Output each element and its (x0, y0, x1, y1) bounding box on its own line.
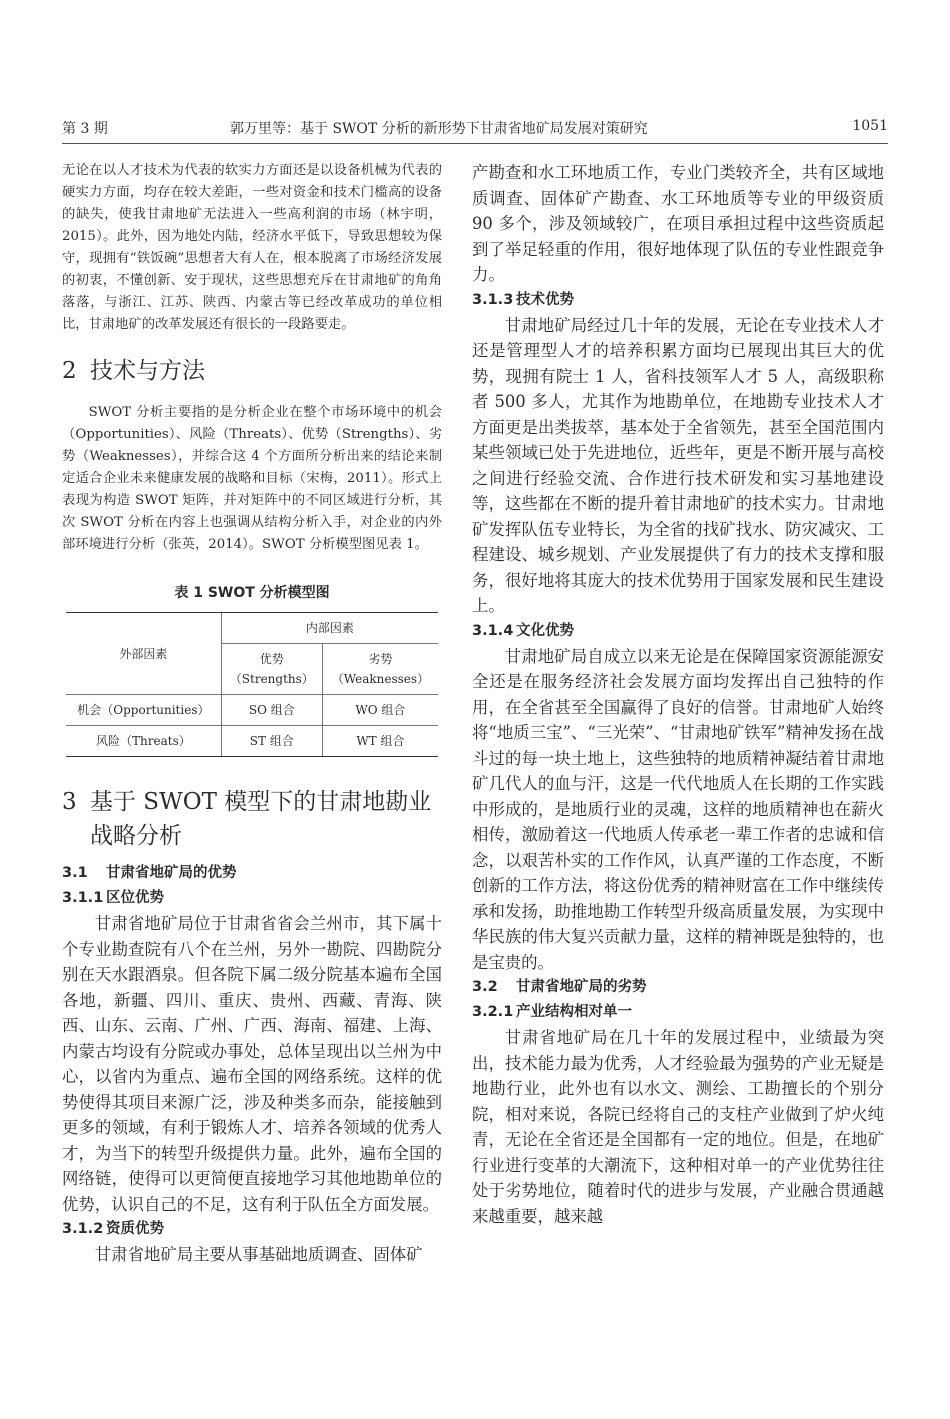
section-title: 基于 SWOT 模型下的甘肃地勘业战略分析 (90, 789, 432, 849)
section-3-2-heading: 3.2 甘肃省地矿局的劣势 (472, 979, 647, 995)
section-3-1-4-paragraph: 甘肃地矿局自成立以来无论是在保障国家资源能源安全还是在服务经济社会发展方面均发挥出自己独特的作用，在全省甚至全国赢得了良好的信誉。甘肃地矿人始终将“地质三宝”、“三光荣”、“甘肃地矿铁军”精神发扬在战斗过的每一块土地上，这些独特的地质精神凝结着甘肃地矿几代人的血与汗，这是一代代地质人在长期的工作实践中形成的，是地质行业的灵魂，这样的地质精神也在薪火相传，激励着这一代地质人传承老一辈工作者的忠诚和信念，以艰苦朴实的工作作风，认真严谨的工作态度，不断创新的工作方法，将这份优秀的精神财富在工作中继续传承和发扬，助推地勘工作转型升级高质量发展，为实现中华民族的伟大复兴贡献力量，这样的精神既是独特的，也是宝贵的。 (472, 646, 884, 972)
section-3-1-heading: 3.1 甘肃省地矿局的优势 (62, 865, 237, 881)
page-number: 1051 (852, 118, 888, 134)
section-3-1-3-heading: 3.1.3 技术优势 (472, 291, 574, 308)
table-header-internal: 内部因素 (221, 613, 438, 644)
table-cell-wt: WT 组合 (322, 726, 438, 757)
header-rule (62, 143, 888, 144)
right-column (472, 160, 884, 1229)
running-title: 郭万里等：基于 SWOT 分析的新形势下甘肃省地矿局发展对策研究 (230, 121, 648, 137)
running-header (62, 112, 888, 142)
section-number: 3 (62, 789, 77, 815)
section-3-heading (62, 785, 442, 853)
swot-table (66, 612, 438, 757)
section-3-2-1-heading: 3.2.1 产业结构相对单一 (472, 1004, 632, 1020)
section-2-paragraph: SWOT 分析主要指的是分析企业在整个市场环境中的机会（Opportunities）、风险（Threats）、优势（Strengths）、劣势（Weaknesses），并综合这 4 个方面所分析出来的结论来制定适合企业未来健康发展的战略和目标（宋梅，2011）。形式上表现为构造 SWOT 矩阵，并对矩阵中的不同区域进行分析，其次 SWOT 分析在内容上也强调从结构分析入手，对企业的内外部环境进行分析（张英，2014）。SWOT 分析模型图见表 1。 (62, 405, 442, 552)
section-3-2-1-paragraph: 甘肃省地矿局在几十年的发展过程中，业绩最为突出，技术能力最为优秀，人才经验最为强势的产业无疑是地勘行业，此外也有以水文、测绘、工勘擅长的个别分院，相对来说，各院已经将自己的支柱产业做到了炉火纯青，无论在全省还是全国都有一定的地位。但是，在地矿行业进行变革的大潮流下，这种相对单一的产业优势往往处于劣势地位，随着时代的进步与发展，产业融合贯通越来越重要，越来越 (472, 1028, 884, 1226)
table-row-opportunities-label: 机会（Opportunities） (66, 695, 221, 726)
section-3-1-3-paragraph: 甘肃地矿局经过几十年的发展，无论在专业技术人才还是管理型人才的培养积累方面均已展现出其巨大的优势，现拥有院士 1 人，省科技领军人才 5 人，高级职称者 500 多人，尤其作为地勘单位，在地勘专业技术人才方面更是出类拔萃，基本处于全省领先，甚至全国范围内某些领域已处于先进地位，近些年，更是不断开展与高校之间进行经验交流、合作进行技术研发和实习基地建设等，这些都在不断的提升着甘肃地矿的技术实力。甘肃地矿发挥队伍专业特长，为全省的找矿找水、防灾减灾、工程建设、城乡规划、产业发展提供了有力的技术支撑和服务，很好地将其庞大的技术优势用于国家发展和民生建设上。 (472, 315, 884, 615)
table-cell-wo: WO 组合 (322, 695, 438, 726)
section-title: 技术与方法 (90, 358, 205, 384)
intro-paragraph: 无论在以人才技术为代表的软实力方面还是以设备机械为代表的硬实力方面，均存在较大差距，一些对资金和技术门槛高的设备的缺失，使我甘肃地矿无法进入一些高利润的市场（林宇明，2015）。此外，因为地处内陆，经济水平低下，导致思想较为保守，现拥有“铁饭碗”思想者大有人在，根本脱离了市场经济发展的初衷，不懂创新、安于现状，这些思想充斥在甘肃地矿的角角落落，与浙江、江苏、陕西、内蒙古等已经改革成功的单位相比，甘肃地矿的改革发展还有很长的一段路要走。 (62, 163, 442, 332)
table-cell-st: ST 组合 (221, 726, 322, 757)
section-3-1-4-heading: 3.1.4 文化优势 (472, 622, 574, 639)
section-3-1-1-paragraph: 甘肃省地矿局位于甘肃省省会兰州市，其下属十个专业勘查院有八个在兰州，另外一勘院、四勘院分别在天水跟酒泉。但各院下属二级分院基本遍布全国各地，新疆、四川、重庆、贵州、西藏、青海、陕西、山东、云南、广州、广西、海南、福建、上海、内蒙古均设有分院或办事处，总体呈现出以兰州为中心，以省内为重点、遍布全国的网络系统。这样的优势使得其项目来源广泛，涉及种类多而杂，能接触到更多的领域，有利于锻炼人才、培养各领域的优秀人才，为当下的转型升级提供力量。此外，遍布全国的网络链，使得可以更简便直接地学习其他地勘单位的优势，认识自己的不足，这有利于队伍全方面发展。 (62, 914, 442, 1214)
section-2-heading (62, 354, 442, 388)
continued-paragraph: 产勘查和水工环地质工作，专业门类较齐全，共有区域地质调查、固体矿产勘查、水工环地质等专业的甲级资质 90 多个，涉及领域较广，在项目承担过程中这些资质起到了举足轻重的作用，很好地体现了队伍的专业性跟竞争力。 (472, 163, 884, 284)
table-row-threats-label: 风险（Threats） (66, 726, 221, 757)
section-3-1-2-heading: 3.1.2 资质优势 (62, 1221, 164, 1237)
section-3-1-1-heading: 3.1.1 区位优势 (62, 890, 164, 906)
issue-number: 第 3 期 (62, 121, 108, 137)
left-column (62, 160, 442, 1268)
table-caption: 表 1 SWOT 分析模型图 (174, 585, 330, 601)
section-3-1-2-paragraph: 甘肃省地矿局主要从事基础地质调查、固体矿 (94, 1245, 423, 1264)
table-cell-so: SO 组合 (221, 695, 322, 726)
table-header-weakness: 劣势 （Weaknesses） (322, 644, 438, 695)
table-header-strength: 优势 （Strengths） (221, 644, 322, 695)
table-header-external: 外部因素 (66, 613, 221, 695)
section-number: 2 (62, 358, 77, 384)
